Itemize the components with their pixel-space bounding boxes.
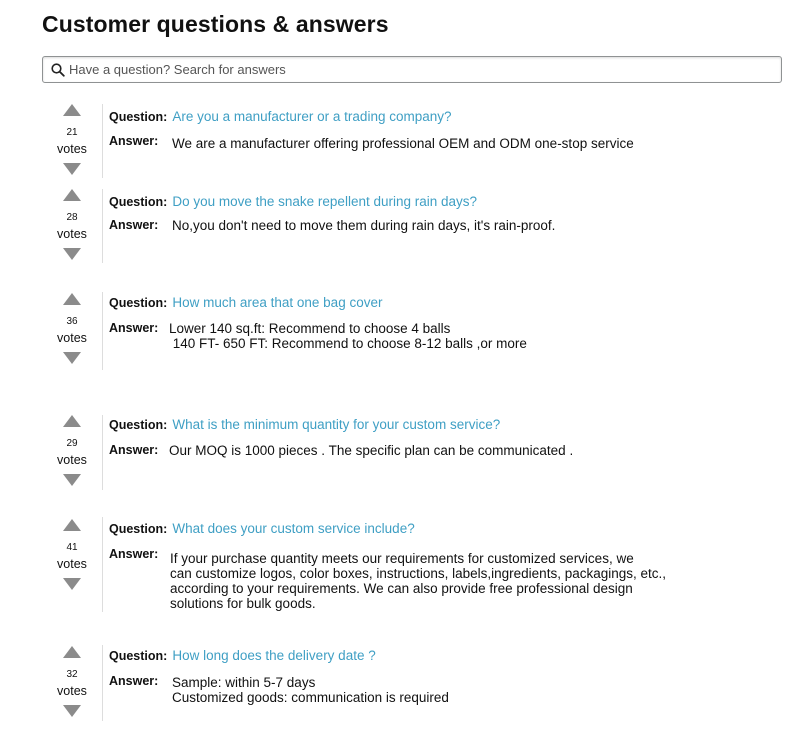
downvote-icon[interactable] <box>63 163 81 175</box>
divider <box>102 415 103 490</box>
answer-label: Answer: <box>109 321 159 335</box>
question-link[interactable]: How much area that one bag cover <box>172 295 383 310</box>
votes-label: votes <box>57 453 87 467</box>
question-row <box>109 416 500 434</box>
answer-label: Answer: <box>109 443 159 457</box>
downvote-icon[interactable] <box>63 705 81 717</box>
question-label: Question: <box>109 418 168 432</box>
question-link[interactable]: What is the minimum quantity for your custom service? <box>172 417 501 432</box>
vote-widget <box>50 519 94 590</box>
divider <box>102 189 103 263</box>
divider <box>102 645 103 721</box>
answer-label: Answer: <box>109 134 159 148</box>
question-label: Question: <box>109 296 168 310</box>
vote-count: 41 <box>66 542 78 553</box>
divider <box>102 104 103 178</box>
answer-label: Answer: <box>109 547 159 561</box>
upvote-icon[interactable] <box>63 519 81 531</box>
answer-label: Answer: <box>109 218 159 232</box>
votes-label: votes <box>57 142 87 156</box>
question-link[interactable]: Do you move the snake repellent during rain days? <box>172 194 478 209</box>
downvote-icon[interactable] <box>63 578 81 590</box>
upvote-icon[interactable] <box>63 189 81 201</box>
question-label: Question: <box>109 522 168 536</box>
answer-label: Answer: <box>109 674 159 688</box>
question-label: Question: <box>109 110 168 124</box>
question-row <box>109 108 452 126</box>
question-link[interactable]: How long does the delivery date ? <box>172 648 376 663</box>
question-row <box>109 193 477 211</box>
vote-widget <box>50 189 94 260</box>
vote-count: 29 <box>66 438 78 449</box>
votes-label: votes <box>57 331 87 345</box>
question-row <box>109 520 415 538</box>
search-input[interactable] <box>69 59 769 80</box>
vote-count: 21 <box>66 127 78 138</box>
search-box[interactable] <box>42 56 782 83</box>
divider <box>102 292 103 370</box>
vote-count: 32 <box>66 669 78 680</box>
answer-text: Sample: within 5-7 days Customized goods: communication is required <box>172 675 449 705</box>
divider <box>102 517 103 612</box>
vote-count: 36 <box>66 316 78 327</box>
answer-text: Lower 140 sq.ft: Recommend to choose 4 balls 140 FT- 650 FT: Recommend to choose 8-12 balls ,or more <box>169 321 527 351</box>
upvote-icon[interactable] <box>63 104 81 116</box>
question-link[interactable]: Are you a manufacturer or a trading company? <box>172 109 452 124</box>
votes-label: votes <box>57 227 87 241</box>
downvote-icon[interactable] <box>63 248 81 260</box>
question-row <box>109 294 382 312</box>
vote-widget <box>50 293 94 364</box>
upvote-icon[interactable] <box>63 293 81 305</box>
votes-label: votes <box>57 557 87 571</box>
question-label: Question: <box>109 649 168 663</box>
vote-widget <box>50 104 94 175</box>
page-title: Customer questions & answers <box>42 11 389 37</box>
answer-text: We are a manufacturer offering professional OEM and ODM one-stop service <box>172 136 634 151</box>
vote-count: 28 <box>66 212 78 223</box>
downvote-icon[interactable] <box>63 352 81 364</box>
question-link[interactable]: What does your custom service include? <box>172 521 415 536</box>
vote-widget <box>50 646 94 717</box>
answer-text: No,you don't need to move them during rain days, it's rain-proof. <box>172 218 556 233</box>
answer-text: Our MOQ is 1000 pieces . The specific plan can be communicated . <box>169 443 574 458</box>
question-label: Question: <box>109 195 168 209</box>
search-icon <box>51 63 65 77</box>
vote-widget <box>50 415 94 486</box>
upvote-icon[interactable] <box>63 415 81 427</box>
downvote-icon[interactable] <box>63 474 81 486</box>
answer-text: If your purchase quantity meets our requirements for customized services, we can customize logos, color boxes, instructions, labels,ingredients, packagings, etc., according to your requirements. We can also provide free professional design solutions for bulk goods. <box>170 551 667 611</box>
question-row <box>109 647 376 665</box>
upvote-icon[interactable] <box>63 646 81 658</box>
votes-label: votes <box>57 684 87 698</box>
